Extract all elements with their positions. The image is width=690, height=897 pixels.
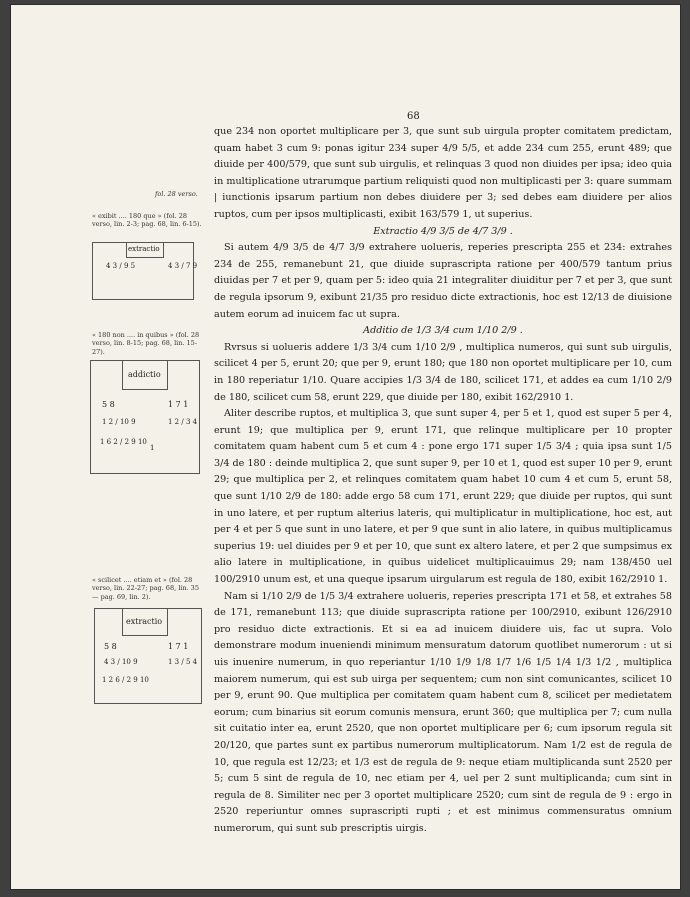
- diagram-value-a: 5 8: [104, 642, 117, 651]
- diagram-title: addictio: [128, 370, 161, 379]
- margin-note-folio: fol. 28 verso.: [155, 190, 198, 198]
- diagram-right-values: 4 3 / 7 9: [168, 262, 198, 270]
- diagram-left-values: 4 3 / 9 5: [106, 262, 136, 270]
- paragraph: Nam si 1/10 2/9 de 1/5 3/4 extrahere uolueris, reperies prescripta 171 et 58, et extrahes 58 de 171, remanebunt 113; que diuide suprascripta ratione per 100/2910, exibunt 126/2910 pro residuo dicte extractionis. Et si ea ad inuicem diuidere uis, fac ut supra. Volo demonstrare modum inueniendi minimum mensuratum datorum quotlibet numerorum : ut si uis inuenire numerum, in quo reperiantur 1/10 1/9 1/8 1/7 1/6 1/5 1/4 1/3 1/2 , multiplica maiorem numerum, qui est sub uirga per sequentem; cum non sint comunicantes, scilicet 10 per 9, erunt 90. Que multiplica per comitatem quam habent cum 8, scilicet per medietatem eorum; cum binarius sit eorum comunis mensura, erunt 360; que multiplica per 7; cum nulla sit cuitatio inter ea, erunt 2520, que non oportet multiplicare per 6; cum ipsorum regula sit 20/120, que partes sunt ex partibus numerorum multiplicatorum. Nam 1/2 est de regula de 10, que regula est 12/23; et 1/3 est de regula de 9: neque etiam multiplicanda sunt 2520 per 5; cum 5 sint de regula de 10, nec etiam per 4, uel per 2 sunt multiplicanda; cum sint in regula de 8. Similiter nec per 3 oportet multiplicare 2520; cum sint de regula de 9 : ergo in 2520 reperiuntur omnes suprascripti rupti ; et est minimus commensuratus omnium numerorum, qui sunt sub prescriptis uirgis.: [214, 590, 672, 834]
- diagram-value-c: 1 2 / 10 9: [102, 418, 136, 426]
- margin-note-3: « scilicet .... etiam et » (fol. 28 verso, lin. 22-27; pag. 68, lin. 35 — pag. 69, lin. 2).: [92, 576, 199, 601]
- diagram-title: extractio: [128, 245, 160, 253]
- diagram-value-b: 1 7 1: [168, 642, 189, 651]
- diagram-value-d: 1 3 / 5 4: [168, 658, 198, 666]
- margin-note-1: « exibit .... 180 que » (fol. 28 verso, lin. 2-3; pag. 68, lin. 6-15).: [92, 212, 202, 229]
- margin-note-2: « 180 non .... in quibus » (fol. 28 verso, lin. 8-15; pag. 68, lin. 15-27).: [92, 331, 200, 356]
- paragraph: Aliter describe ruptos, et multiplica 3, que sunt super 4, per 5 et 1, quod est super 5 per 4, erunt 19; que multiplica per 9, erunt 171, que relinque multiplicare per 10 propter comitatem quam habent cum 5 et cum 4 : pone ergo 171 super 1/5 3/4 ; quia ipsa sunt 1/5 3/4 de 180 : deinde multiplica 2, que sunt super 9, per 10 et 1, quod est super 10 per 9, erunt 29; que multiplica per 2, et relinques comitatem quam habet 10 cum 4 et cum 5, erunt 58, que sunt 1/10 2/9 de 180: adde ergo 58 cum 171, erunt 229; que diuide per ruptos, qui sunt in uno latere, et per ruptum alterius lateris, qui multiplicatur in multiplicatione, hoc est, aut per 4 et per 5 que sunt in uno latere, et per 9 que sunt in alio latere, in quibus multiplicamus superius 19: uel diuides per 9 et per 10, que sunt ex altero latere, et per 2 que sumpsimus ex alio latere in multiplicatione, in quibus uidelicet multiplicauimus 29; nam 138/450 uel 100/2910 unum est, et una queque ipsarum uirgularum est regula de 180, exibit 162/2910 1.: [214, 408, 672, 586]
- diagram-value-a: 5 8: [102, 400, 115, 409]
- diagram-value-c: 4 3 / 10 9: [104, 658, 138, 666]
- main-text: [214, 124, 672, 838]
- diagram-value-b: 1 7 1: [168, 400, 189, 409]
- paragraph: Si autem 4/9 3/5 de 4/7 3/9 extrahere uolueris, reperies prescripta 255 et 234: extrahes 234 de 255, remanebunt 21, que diuide suprascripta ratione per 400/579 tantum prius diuidas per 7 et per 9, quam per 5: ideo quia 21 integraliter diuiditur per 7 et per 3, que sunt de regula ipsorum 9, exibunt 21/35 pro residuo dicte extractionis, hoc est 12/13 de diuisione autem eorum ad inuicem fac ut supra.: [214, 242, 672, 320]
- section-heading: Extractio 4/9 3/5 de 4/7 3/9 .: [373, 225, 513, 237]
- book-page: [10, 4, 681, 890]
- paragraph: que 234 non oportet multiplicare per 3, que sunt sub uirgula propter comitatem predictam, quam habet 3 cum 9: ponas igitur 234 super 4/9 5/5, et adde 234 cum 255, erunt 489; que diuide per 400/579, que sunt sub uirgulis, et relinquas 3 quod non diuides per ipsa; ideo quia in multiplicatione utrarumque partium reliquisti quod non multiplicasti per 3: quare summam | iunctionis ipsarum partium non debes diuidere per 3; sed debes eam diuidere per alios ruptos, cum per ipsos multiplicasti, exibit 163/579 1, ut superius.: [214, 126, 672, 220]
- diagram-value-e: 1 2 6 / 2 9 10: [102, 676, 149, 684]
- section-heading: Additio de 1/3 3/4 cum 1/10 2/9 .: [363, 325, 523, 337]
- paragraph: Rvrsus si uolueris addere 1/3 3/4 cum 1/10 2/9 , multiplica numeros, qui sunt sub uirgulis, scilicet 4 per 5, erunt 20; que per 9, erunt 180; que 180 non oportet multiplicare per 10, cum in 180 reperiatur 1/10. Quare accipies 1/3 3/4 de 180, scilicet 171, et addes ea cum 1/10 2/9 de 180, scilicet cum 58, erunt 229, que diuide per 180, exibit 162/2910 1.: [214, 341, 672, 403]
- diagram-value-d: 1 2 / 3 4: [168, 418, 198, 426]
- page-number: 68: [407, 111, 420, 122]
- diagram-value-f: 1: [150, 444, 155, 452]
- diagram-title: extractio: [126, 617, 163, 626]
- diagram-value-e: 1 6 2 / 2 9 10: [100, 438, 147, 446]
